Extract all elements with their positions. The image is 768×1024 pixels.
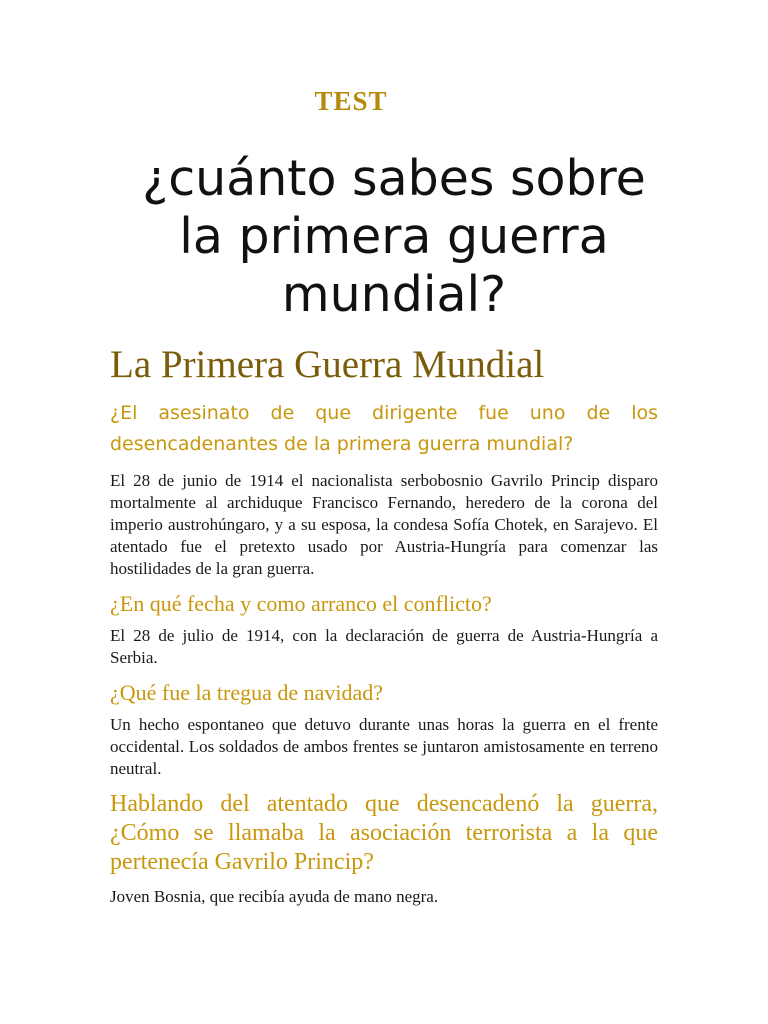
answer-1: El 28 de junio de 1914 el nacionalista serbobosnio Gavrilo Princip disparo mortalmente al archiduque Francisco Fernando, heredero de la corona del imperio austrohúngaro, y a su esposa, la condesa Sofía Chotek, en Sarajevo. El atentado fue el pretexto usado por Austria-Hungría para comenzar las hostilidades de la gran guerra. — [110, 471, 658, 578]
answer-4: Joven Bosnia, que recibía ayuda de mano negra. — [110, 887, 439, 906]
question-3: ¿Qué fue la tregua de navidad? — [110, 680, 384, 705]
qa-content — [110, 398, 658, 918]
question-2: ¿En qué fecha y como arranco el conflicto? — [110, 591, 492, 616]
section-title: La Primera Guerra Mundial — [110, 343, 545, 386]
answer-2: El 28 de julio de 1914, con la declaración de guerra de Austria-Hungría a Serbia. — [110, 626, 658, 667]
question-4: Hablando del atentado que desencadenó la guerra, ¿Cómo se llamaba la asociación terrorista a la que pertenecía Gavrilo Princip? — [110, 791, 658, 875]
answer-3: Un hecho espontaneo que detuvo durante unas horas la guerra en el frente occidental. Los soldados de ambos frentes se juntaron amistosamente en terreno neutral. — [110, 715, 658, 778]
main-title: ¿cuánto sabes sobre la primera guerra mundial? — [142, 150, 646, 323]
question-1: ¿El asesinato de que dirigente fue uno de los desencadenantes de la primera guerra mundial? — [110, 402, 658, 455]
test-label: TEST — [314, 86, 388, 116]
